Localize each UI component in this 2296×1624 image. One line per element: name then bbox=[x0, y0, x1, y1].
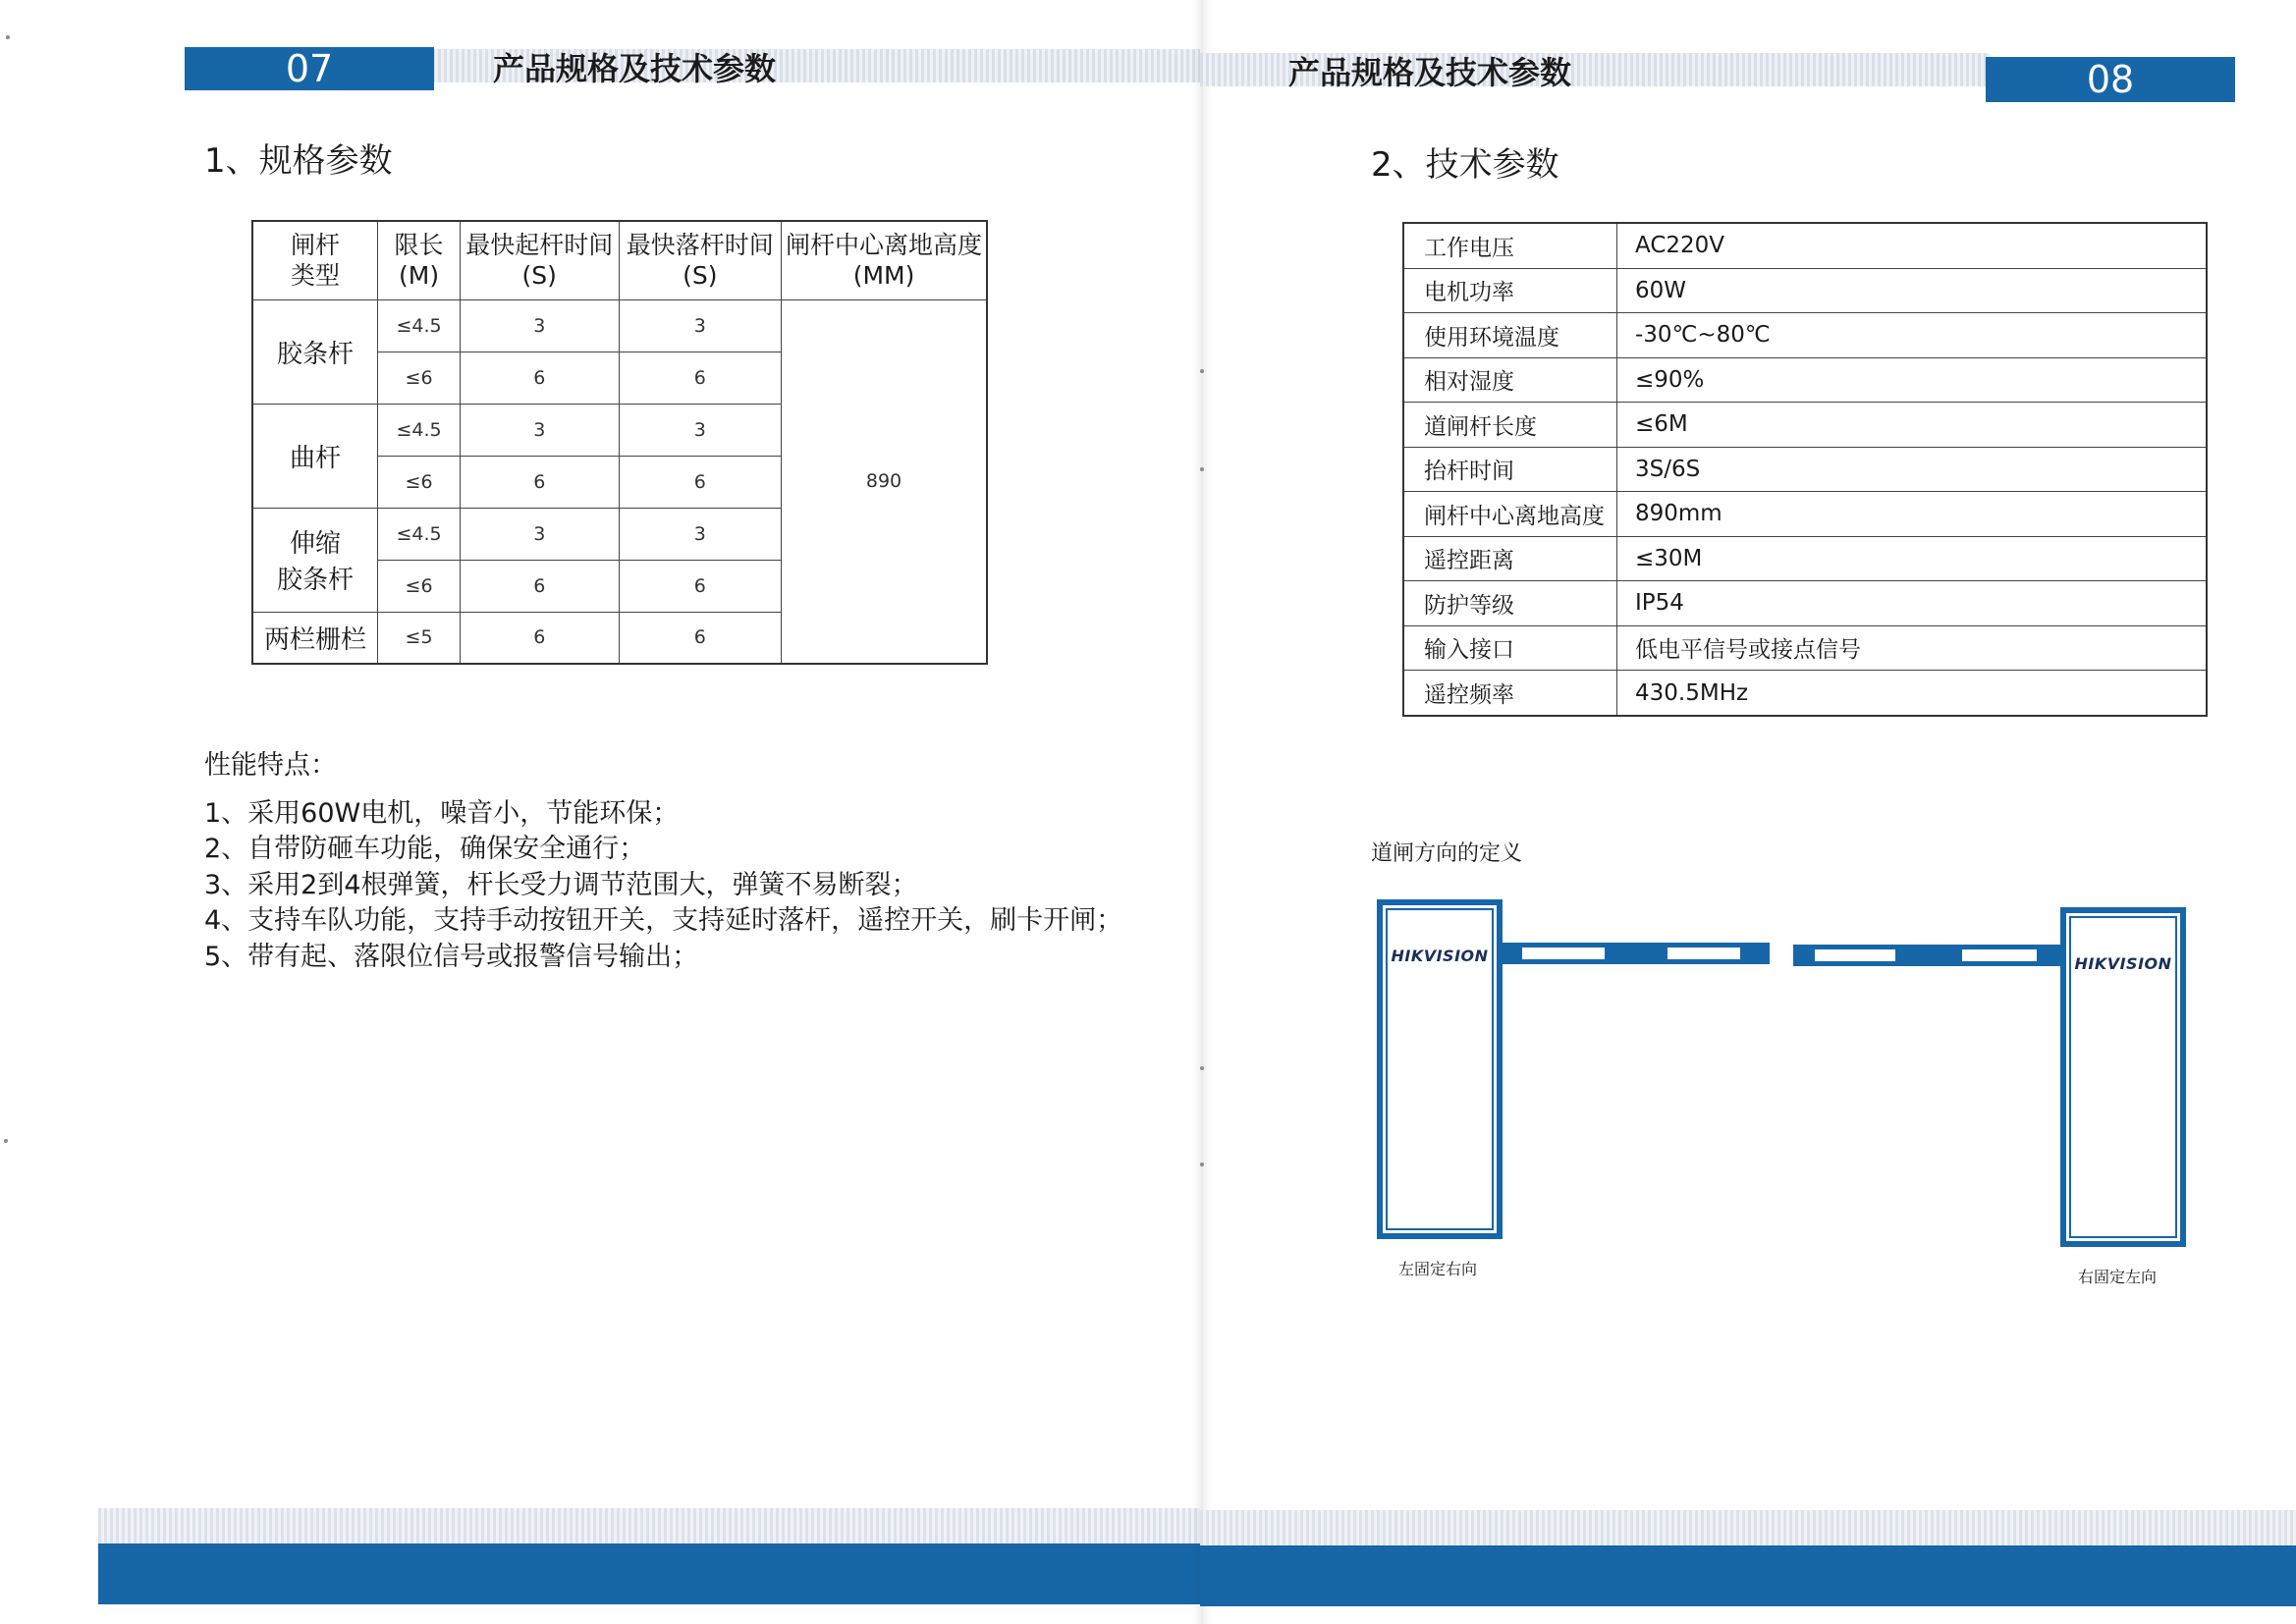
scan-speck bbox=[6, 35, 10, 39]
fall-time-cell: 6 bbox=[619, 456, 782, 508]
tech-value: -30℃~80℃ bbox=[1617, 313, 2208, 358]
limit-cell: ≤6 bbox=[378, 456, 461, 508]
tech-value: ≤30M bbox=[1617, 536, 2208, 581]
rise-time-cell: 3 bbox=[460, 508, 619, 560]
limit-cell: ≤5 bbox=[378, 612, 461, 664]
brand-logo-right: HIKVISION bbox=[2074, 954, 2172, 973]
footer-stripe-left bbox=[98, 1508, 1200, 1543]
tech-value: 890mm bbox=[1617, 492, 2208, 537]
table-row bbox=[1403, 625, 2207, 671]
table-row bbox=[252, 299, 987, 352]
limit-cell: ≤6 bbox=[378, 560, 461, 612]
col-header-height: 闸杆中心离地高度 (MM) bbox=[782, 221, 987, 299]
tech-label: 道闸杆长度 bbox=[1403, 403, 1617, 448]
section-title-tech: 2、技术参数 bbox=[1371, 145, 1559, 185]
limit-cell: ≤6 bbox=[378, 352, 461, 404]
features-title: 性能特点： bbox=[204, 750, 337, 781]
feature-item: 5、带有起、落限位信号或报警信号输出； bbox=[204, 941, 699, 972]
table-row bbox=[1403, 447, 2207, 492]
header-title-left: 产品规格及技术参数 bbox=[493, 50, 777, 87]
rise-time-cell: 6 bbox=[460, 612, 619, 664]
col-header-rise-time: 最快起杆时间 (S) bbox=[460, 221, 619, 299]
caption-left-fixed: 左固定右向 bbox=[1398, 1260, 1478, 1278]
limit-cell: ≤4.5 bbox=[378, 404, 461, 456]
brand-logo-left: HIKVISION bbox=[1391, 947, 1489, 965]
barrier-arm-right bbox=[1793, 945, 2070, 966]
limit-cell: ≤4.5 bbox=[378, 299, 461, 352]
table-row bbox=[1403, 671, 2207, 716]
scan-speck bbox=[4, 1139, 8, 1143]
col-header-fall-time: 最快落杆时间 (S) bbox=[619, 221, 782, 299]
page-number-right: 08 bbox=[1986, 57, 2235, 102]
table-row bbox=[1403, 536, 2207, 581]
table-row bbox=[1403, 357, 2207, 403]
page-number-left: 07 bbox=[185, 47, 434, 90]
feature-item: 3、采用2到4根弹簧，杆长受力调节范围大，弹簧不易断裂； bbox=[204, 869, 918, 900]
tech-label: 防护等级 bbox=[1403, 581, 1617, 626]
fall-time-cell: 6 bbox=[619, 560, 782, 612]
tech-value: IP54 bbox=[1617, 581, 2208, 626]
scan-speck bbox=[1200, 1066, 1204, 1070]
tech-label: 抬杆时间 bbox=[1403, 447, 1617, 492]
table-row bbox=[1403, 492, 2207, 537]
footer-bar-right bbox=[1200, 1545, 2296, 1606]
table-row bbox=[1403, 581, 2207, 626]
tech-value: 60W bbox=[1617, 268, 2208, 313]
feature-item: 2、自带防砸车功能，确保安全通行； bbox=[204, 834, 646, 864]
table-row bbox=[1403, 403, 2207, 448]
tech-label: 输入接口 bbox=[1403, 625, 1617, 671]
limit-cell: ≤4.5 bbox=[378, 508, 461, 560]
col-header-limit: 限长 (M) bbox=[378, 221, 461, 299]
spec-table bbox=[251, 220, 988, 665]
height-cell: 890 bbox=[782, 299, 987, 664]
scan-speck bbox=[1200, 1163, 1204, 1166]
fall-time-cell: 6 bbox=[619, 612, 782, 664]
scan-speck bbox=[1200, 369, 1204, 373]
type-cell: 伸缩 胶条杆 bbox=[252, 508, 378, 612]
table-row bbox=[1403, 313, 2207, 358]
type-cell: 两栏栅栏 bbox=[252, 612, 378, 664]
tech-value: ≤90% bbox=[1617, 357, 2208, 403]
footer-bar-left bbox=[98, 1543, 1200, 1604]
rise-time-cell: 3 bbox=[460, 404, 619, 456]
tech-label: 闸杆中心离地高度 bbox=[1403, 492, 1617, 537]
fall-time-cell: 3 bbox=[619, 508, 782, 560]
header-title-right: 产品规格及技术参数 bbox=[1288, 54, 1572, 91]
tech-label: 电机功率 bbox=[1403, 268, 1617, 313]
rise-time-cell: 6 bbox=[460, 352, 619, 404]
tech-value: 3S/6S bbox=[1617, 447, 2208, 492]
rise-time-cell: 6 bbox=[460, 560, 619, 612]
spec-table-header-row bbox=[252, 221, 987, 299]
tech-table bbox=[1402, 222, 2208, 717]
rise-time-cell: 3 bbox=[460, 299, 619, 352]
section-title-spec: 1、规格参数 bbox=[204, 141, 393, 181]
tech-label: 遥控距离 bbox=[1403, 536, 1617, 581]
caption-right-fixed: 右固定左向 bbox=[2078, 1268, 2158, 1286]
barrier-arm-left bbox=[1501, 943, 1770, 964]
tech-label: 使用环境温度 bbox=[1403, 313, 1617, 358]
tech-label: 遥控频率 bbox=[1403, 671, 1617, 716]
tech-label: 相对湿度 bbox=[1403, 357, 1617, 403]
feature-item: 1、采用60W电机，噪音小，节能环保； bbox=[204, 797, 680, 829]
table-row bbox=[1403, 223, 2207, 268]
table-row bbox=[1403, 268, 2207, 313]
tech-value: ≤6M bbox=[1617, 403, 2208, 448]
barrier-cabinet-right bbox=[2060, 907, 2186, 1247]
tech-value: 低电平信号或接点信号 bbox=[1617, 625, 2208, 671]
fall-time-cell: 3 bbox=[619, 404, 782, 456]
fall-time-cell: 3 bbox=[619, 299, 782, 352]
footer-stripe-right bbox=[1200, 1510, 2296, 1545]
fall-time-cell: 6 bbox=[619, 352, 782, 404]
tech-label: 工作电压 bbox=[1403, 223, 1617, 268]
diagram-title: 道闸方向的定义 bbox=[1371, 841, 1523, 866]
col-header-type: 闸杆 类型 bbox=[252, 221, 378, 299]
feature-item: 4、支持车队功能，支持手动按钮开关，支持延时落杆，遥控开关，刷卡开闸； bbox=[204, 905, 1123, 936]
scan-speck bbox=[1200, 467, 1204, 471]
type-cell: 胶条杆 bbox=[252, 299, 378, 404]
type-cell: 曲杆 bbox=[252, 404, 378, 508]
barrier-cabinet-left bbox=[1377, 899, 1503, 1239]
tech-value: AC220V bbox=[1617, 223, 2208, 268]
rise-time-cell: 6 bbox=[460, 456, 619, 508]
features-section bbox=[204, 748, 1122, 975]
tech-value: 430.5MHz bbox=[1617, 671, 2208, 716]
